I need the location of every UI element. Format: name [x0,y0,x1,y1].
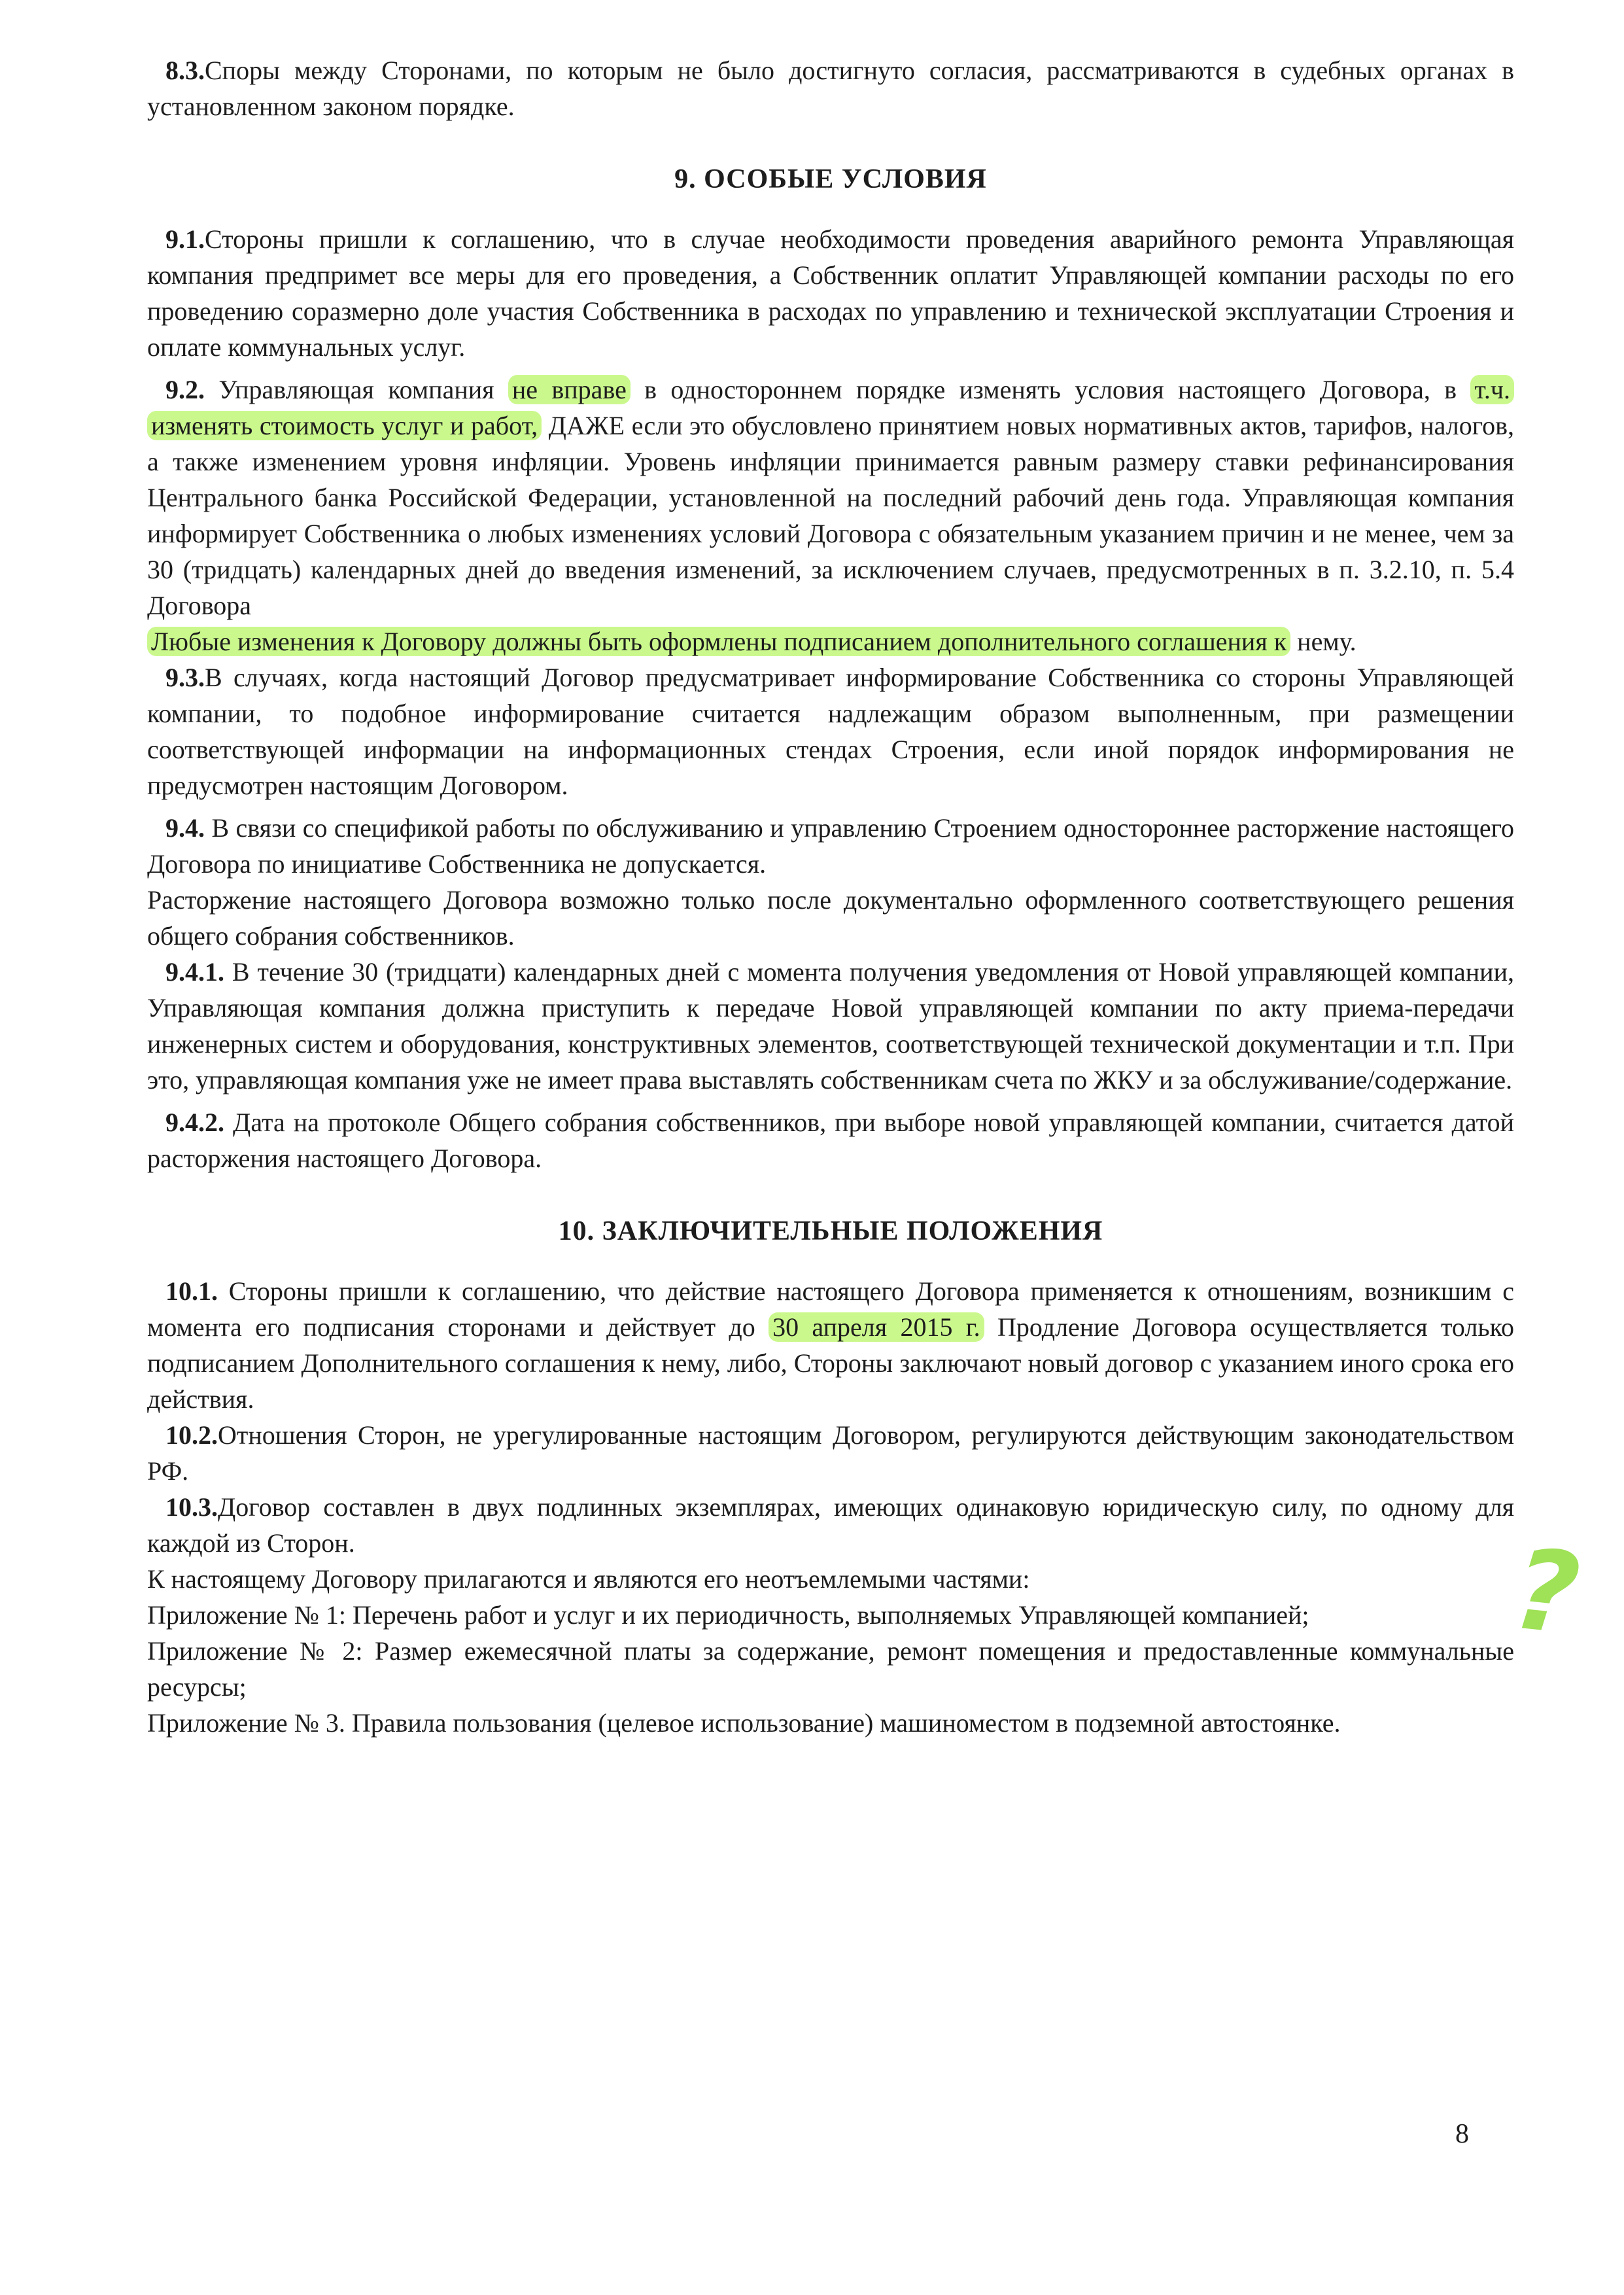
clause-number: 9.4.2. [165,1108,224,1137]
annex-item: Приложение № 2: Размер ежемесячной платы за содержание, ремонт помещения и предоставленные коммунальные ресурсы; [147,1636,1514,1702]
highlighted-text: не вправе [508,375,631,404]
clause-number: 10.1. [165,1276,218,1306]
handwritten-question-mark: ? [1507,1524,1585,1660]
clause-text: Управляющая компания [205,375,508,404]
clause-text: нему. [1290,627,1356,656]
clause-9-2-amendments [147,623,1514,659]
clause-9-3 [147,659,1514,803]
clause-text: Стороны пришли к соглашению, что действие настоящего Договора применяется к отношениям, возникшим с момента его подписания сторонами и действует до [147,1276,1514,1342]
clause-9-4-2 [147,1104,1514,1176]
highlighted-text: т.ч. изменять стоимость услуг и работ, [147,375,1514,440]
clause-10-2 [147,1417,1514,1489]
clause-text: Договор составлен в двух подлинных экземплярах, имеющих одинаковую юридическую силу, по одному для каждой из Сторон. [147,1492,1514,1558]
section-9-heading: 9. ОСОБЫЕ УСЛОВИЯ [674,164,987,194]
clause-number: 10.2. [165,1420,218,1450]
section-10-heading: 10. ЗАКЛЮЧИТЕЛЬНЫЕ ПОЛОЖЕНИЯ [558,1216,1103,1246]
clause-text: ДАЖЕ если это обусловлено принятием новых нормативных актов, тарифов, налогов, а также изменением уровня инфляции. Уровень инфляции принимается равным размеру ставки рефинансирования Центрального банка Российской Федерации, установленной на последний рабочий день года. Управляющая компания информирует Собственника о любых изменениях условий Договора с обязательным указанием причин и не менее, чем за 30 (тридцать) календарных дней до введения изменений, за исключением случаев, предусмотренных в п. 3.2.10, п. 5.4 Договора [147,411,1514,620]
clause-number: 8.3. [165,56,205,85]
clause-number: 9.4.1. [165,957,224,987]
page-number: 8 [1455,2119,1469,2149]
clause-text: Дата на протоколе Общего собрания собственников, при выборе новой управляющей компании, считается датой расторжения настоящего Договора. [147,1108,1514,1173]
clause-number: 9.4. [165,813,205,843]
annex-item: Приложение № 1: Перечень работ и услуг и их периодичность, выполняемых Управляющей компанией; [147,1600,1309,1630]
clause-9-4-termination: Расторжение настоящего Договора возможно только после документально оформленного соответствующего решения общего собрания собственников. [147,885,1514,951]
clause-text: в одностороннем порядке изменять условия настоящего Договора, в [630,375,1471,404]
highlighted-text: Любые изменения к Договору должны быть оформлены подписанием дополнительного соглашения к [147,627,1290,656]
clause-number: 9.3. [165,663,205,692]
clause-text: Стороны пришли к соглашению, что в случае необходимости проведения аварийного ремонта Управляющая компания предпримет все меры для его проведения, а Собственник оплатит Управляющей компании расходы по его проведению соразмерно доле участия Собственника в расходах по управлению и технической эксплуатации Строения и оплате коммунальных услуг. [147,224,1514,362]
clause-number: 10.3. [165,1492,218,1522]
clause-8-3 [147,52,1514,124]
clause-text: Споры между Сторонами, по которым не было достигнуто согласия, рассматриваются в судебных органах в установленном законом порядке. [147,56,1514,121]
clause-text: Продление Договора осуществляется только подписанием Дополнительного соглашения к нему, либо, Стороны заключают новый договор с указанием иного срока его действия. [147,1312,1515,1414]
clause-10-1 [147,1273,1514,1417]
clause-10-3 [147,1489,1514,1561]
document-page [147,52,1514,1741]
clause-text: В связи со спецификой работы по обслуживанию и управлению Строением одностороннее расторжение настоящего Договора по инициативе Собственника не допускается. [147,813,1514,879]
clause-9-1 [147,221,1514,365]
clause-text: Отношения Сторон, не урегулированные настоящим Договором, регулируются действующим законодательством РФ. [147,1420,1514,1486]
clause-9-2 [147,372,1514,623]
clause-number: 9.2. [165,375,205,404]
clause-text: В случаях, когда настоящий Договор предусматривает информирование Собственника со стороны Управляющей компании, то подобное информирование считается надлежащим образом выполненным, при размещении соответствующей информации на информационных стендах Строения, если иной порядок информирования не предусмотрен настоящим Договором. [147,663,1514,800]
clause-9-4-1 [147,954,1514,1098]
clause-number: 9.1. [165,224,205,254]
clause-text: В течение 30 (тридцати) календарных дней с момента получения уведомления от Новой управляющей компании, Управляющая компания должна приступить к передаче Новой управляющей компании по акту приема-передачи инженерных систем и оборудования, конструктивных элементов, соответствующей технической документации и т.п. При это, управляющая компания уже не имеет права выставлять собственникам счета по ЖКУ и за обслуживание/содержание. [147,957,1514,1095]
clause-9-4 [147,810,1514,882]
highlighted-text: 30 апреля 2015 г. [769,1312,984,1342]
annex-intro: К настоящему Договору прилагаются и являются его неотъемлемыми частями: [147,1564,1030,1594]
annex-item: Приложение № 3. Правила пользования (целевое использование) машиноместом в подземной автостоянке. [147,1708,1341,1738]
